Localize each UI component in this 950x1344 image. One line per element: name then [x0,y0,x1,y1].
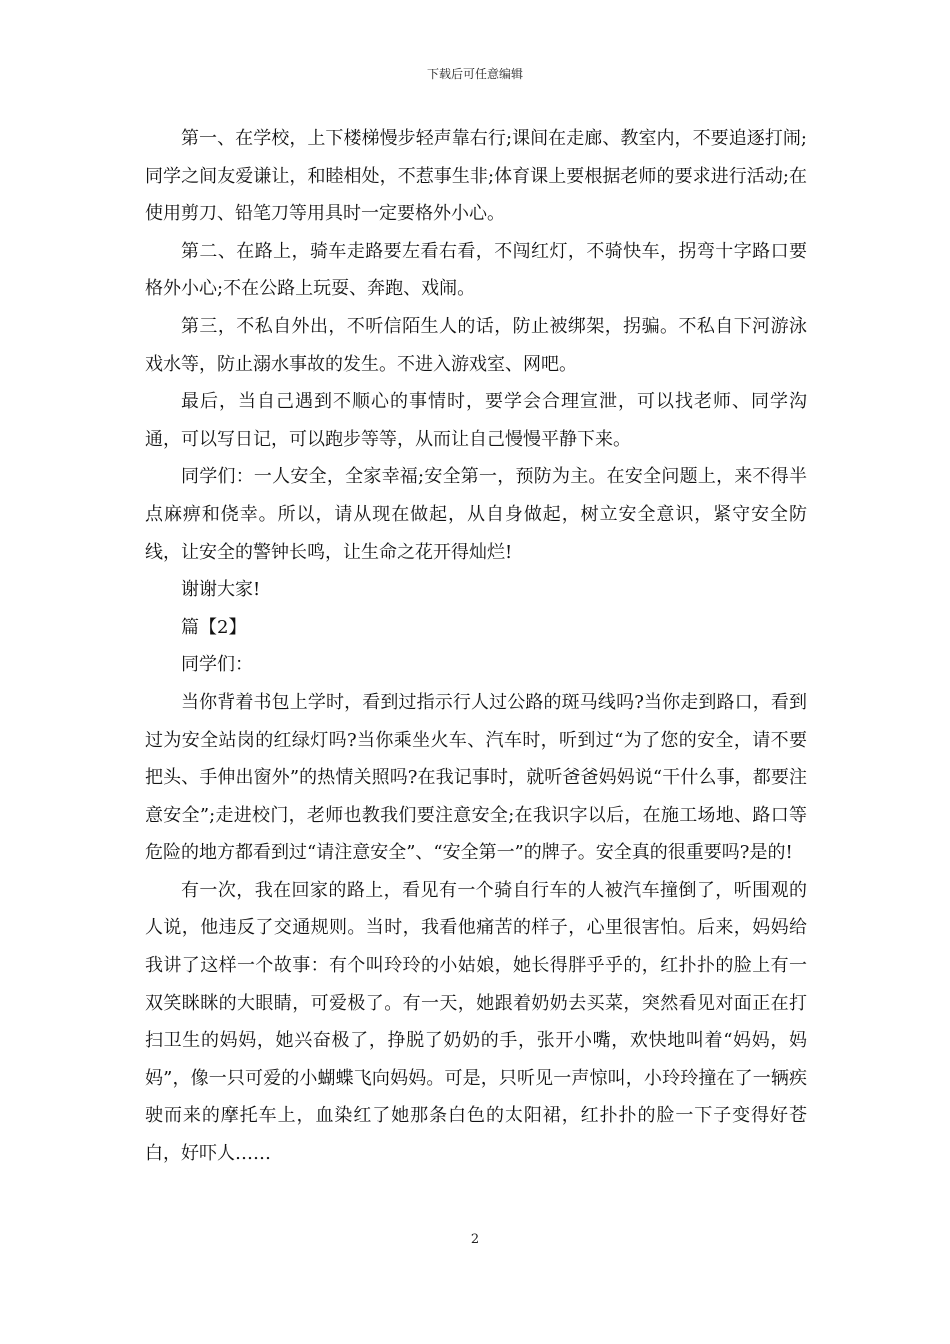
paragraph-road-safety: 第二、在路上，骑车走路要左看右看，不闯红灯，不骑快车，拐弯十字路口要格外小心;不在公路上玩耍、奔跑、戏闹。 [145,240,807,300]
document-body [145,120,807,1173]
paragraph-greeting: 同学们： [181,654,253,676]
paragraph-stranger-safety: 第三，不私自外出，不听信陌生人的话，防止被绑架，拐骗。不私自下河游泳戏水等，防止溺水事故的发生。不进入游戏室、网吧。 [145,315,807,375]
page-number: 2 [470,1232,480,1247]
paragraph-thanks: 谢谢大家! [181,579,261,601]
paragraph-importance: 当你背着书包上学时，看到过指示行人过公路的斑马线吗?当你走到路口，看到过为安全站岗的红绿灯吗?当你乘坐火车、汽车时，听到过“为了您的安全，请不要把头、手伸出窗外”的热情关照吗?在我记事时，就听爸爸妈妈说“干什么事，都要注意安全”;走进校门，老师也教我们要注意安全;在我识字以后，在施工场地、路口等危险的地方都看到过“请注意安全”、“安全第一”的牌子。安全真的很重要吗?是的! [145,691,807,864]
paragraph-school-safety: 第一、在学校，上下楼梯慢步轻声靠右行;课间在走廊、教室内，不要追逐打闹;同学之间友爱谦让，和睦相处，不惹事生非;体育课上要根据老师的要求进行活动;在使用剪刀、铅笔刀等用具时一定要格外小心。 [145,128,807,225]
page-header: 下载后可任意编辑 [426,67,523,81]
paragraph-story: 有一次，我在回家的路上，看见有一个骑自行车的人被汽车撞倒了，听围观的人说，他违反了交通规则。当时，我看他痛苦的样子，心里很害怕。后来，妈妈给我讲了这样一个故事：有个叫玲玲的小姑娘，她长得胖乎乎的，红扑扑的脸上有一双笑眯眯的大眼睛，可爱极了。有一天，她跟着奶奶去买菜，突然看见对面正在打扫卫生的妈妈，她兴奋极了，挣脱了奶奶的手，张开小嘴，欢快地叫着“妈妈，妈妈”，像一只可爱的小蝴蝶飞向妈妈。可是，只听见一声惊叫，小玲玲撞在了一辆疾驶而来的摩托车上，血染红了她那条白色的太阳裙，红扑扑的脸一下子变得好苍白，好吓人…… [145,879,807,1165]
paragraph-emotional-safety: 最后，当自己遇到不顺心的事情时，要学会合理宣泄，可以找老师、同学沟通，可以写日记，可以跑步等等，从而让自己慢慢平静下来。 [145,391,807,450]
section-heading: 篇【2】 [181,616,247,638]
paragraph-summary: 同学们：一人安全，全家幸福;安全第一，预防为主。在安全问题上，来不得半点麻痹和侥幸。所以，请从现在做起，从自身做起，树立安全意识，紧守安全防线，让安全的警钟长鸣，让生命之花开得灿烂! [145,466,807,563]
